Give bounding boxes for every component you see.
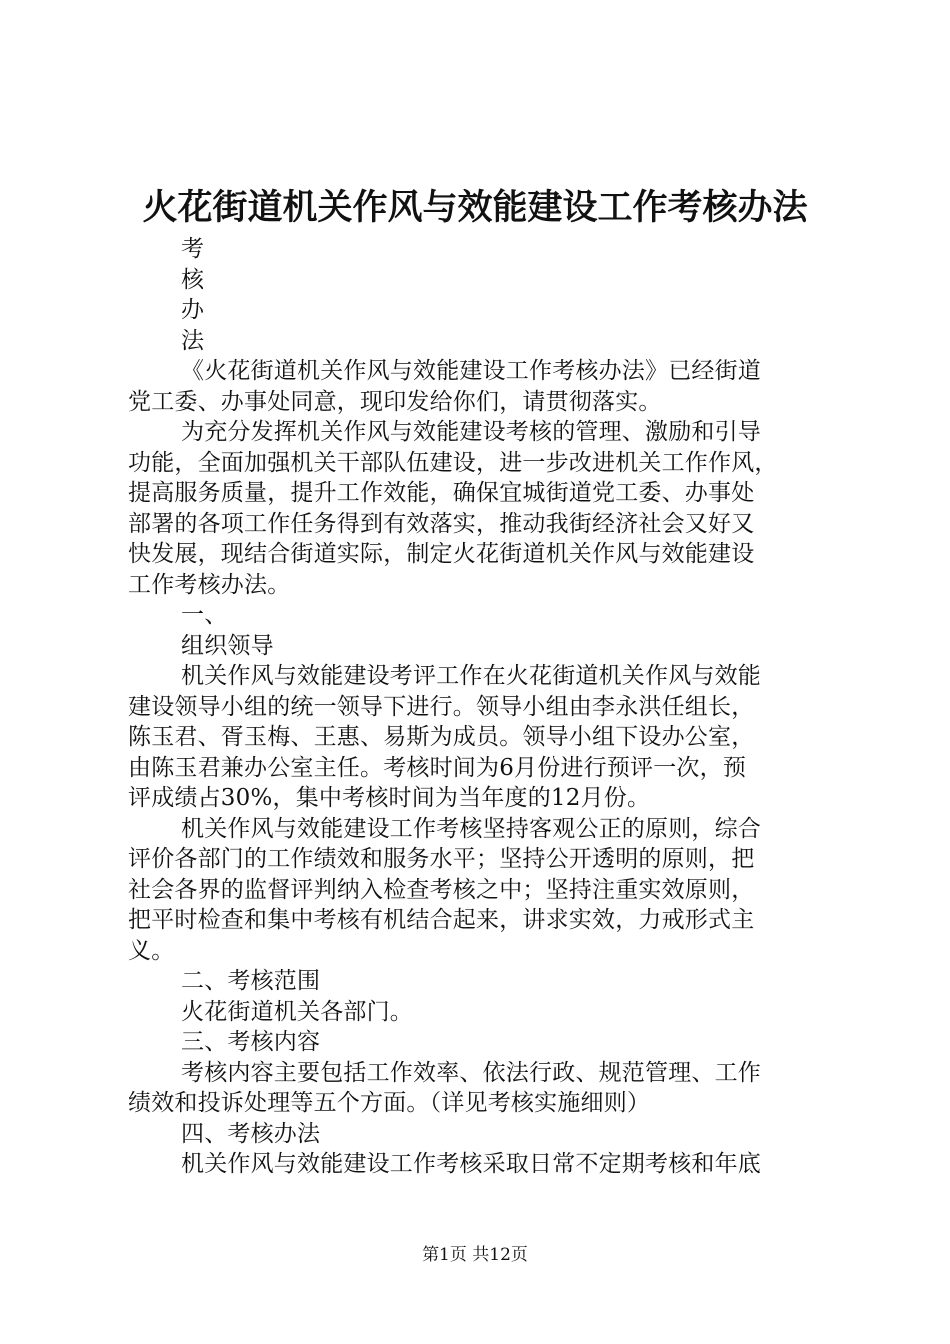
text-line: 法: [181, 327, 205, 354]
text-line: 办: [181, 297, 205, 323]
text-line: 核: [181, 266, 205, 293]
text-line: 考: [181, 236, 205, 262]
text-line: 功能，全面加强机关干部队伍建设，进一步改进机关工作作风，: [128, 449, 778, 476]
text-line: 党工委、办事处同意，现印发给你们，请贯彻落实。: [128, 388, 662, 415]
text-line: 火花街道机关各部门。: [181, 998, 413, 1025]
text-line: 义。: [128, 937, 175, 964]
text-line: 建设领导小组的统一领导下进行。领导小组由李永洪任组长，: [128, 693, 755, 720]
text-line: 快发展，现结合街道实际，制定火花街道机关作风与效能建设: [128, 541, 755, 567]
text-line: 工作考核办法。: [128, 571, 291, 598]
page-footer: 第1页 共12页: [422, 1245, 528, 1265]
text-line: 机关作风与效能建设工作考核坚持客观公正的原则，综合: [181, 815, 761, 842]
section-heading: 二、考核范围: [181, 968, 321, 994]
text-line: 评价各部门的工作绩效和服务水平；坚持公开透明的原则，把: [128, 846, 755, 872]
section-heading: 组织领导: [181, 632, 274, 659]
text-line: 机关作风与效能建设工作考核采取日常不定期考核和年底: [181, 1151, 761, 1177]
text-line: 陈玉君、胥玉梅、王惠、易斯为成员。领导小组下设办公室，: [128, 724, 755, 750]
text-line: 机关作风与效能建设考评工作在火花街道机关作风与效能: [181, 663, 761, 689]
text-line: 为充分发挥机关作风与效能建设考核的管理、激励和引导: [181, 419, 761, 445]
section-heading: 四、考核办法: [181, 1120, 321, 1147]
text-line: 把平时检查和集中考核有机结合起来，讲求实效，力戒形式主: [128, 907, 755, 933]
text-line: 绩效和投诉处理等五个方面。（详见考核实施细则）: [128, 1090, 651, 1116]
document-title: 火花街道机关作风与效能建设工作考核办法: [142, 187, 808, 228]
section-heading: 三、考核内容: [181, 1029, 321, 1055]
document-body: [128, 234, 834, 1180]
text-line: 提高服务质量，提升工作效能，确保宜城街道党工委、办事处: [128, 480, 755, 506]
text-line: 《火花街道机关作风与效能建设工作考核办法》已经街道: [181, 358, 761, 384]
text-line: 由陈玉君兼办公室主任。考核时间为6月份进行预评一次，预: [128, 754, 747, 781]
text-line: 评成绩占30%，集中考核时间为当年度的12月份。: [128, 785, 651, 811]
text-line: 考核内容主要包括工作效率、依法行政、规范管理、工作: [181, 1059, 761, 1086]
section-heading: 一、: [181, 602, 228, 628]
text-line: 部署的各项工作任务得到有效落实，推动我街经济社会又好又: [128, 510, 755, 537]
text-line: 社会各界的监督评判纳入检查考核之中；坚持注重实效原则，: [128, 876, 755, 903]
